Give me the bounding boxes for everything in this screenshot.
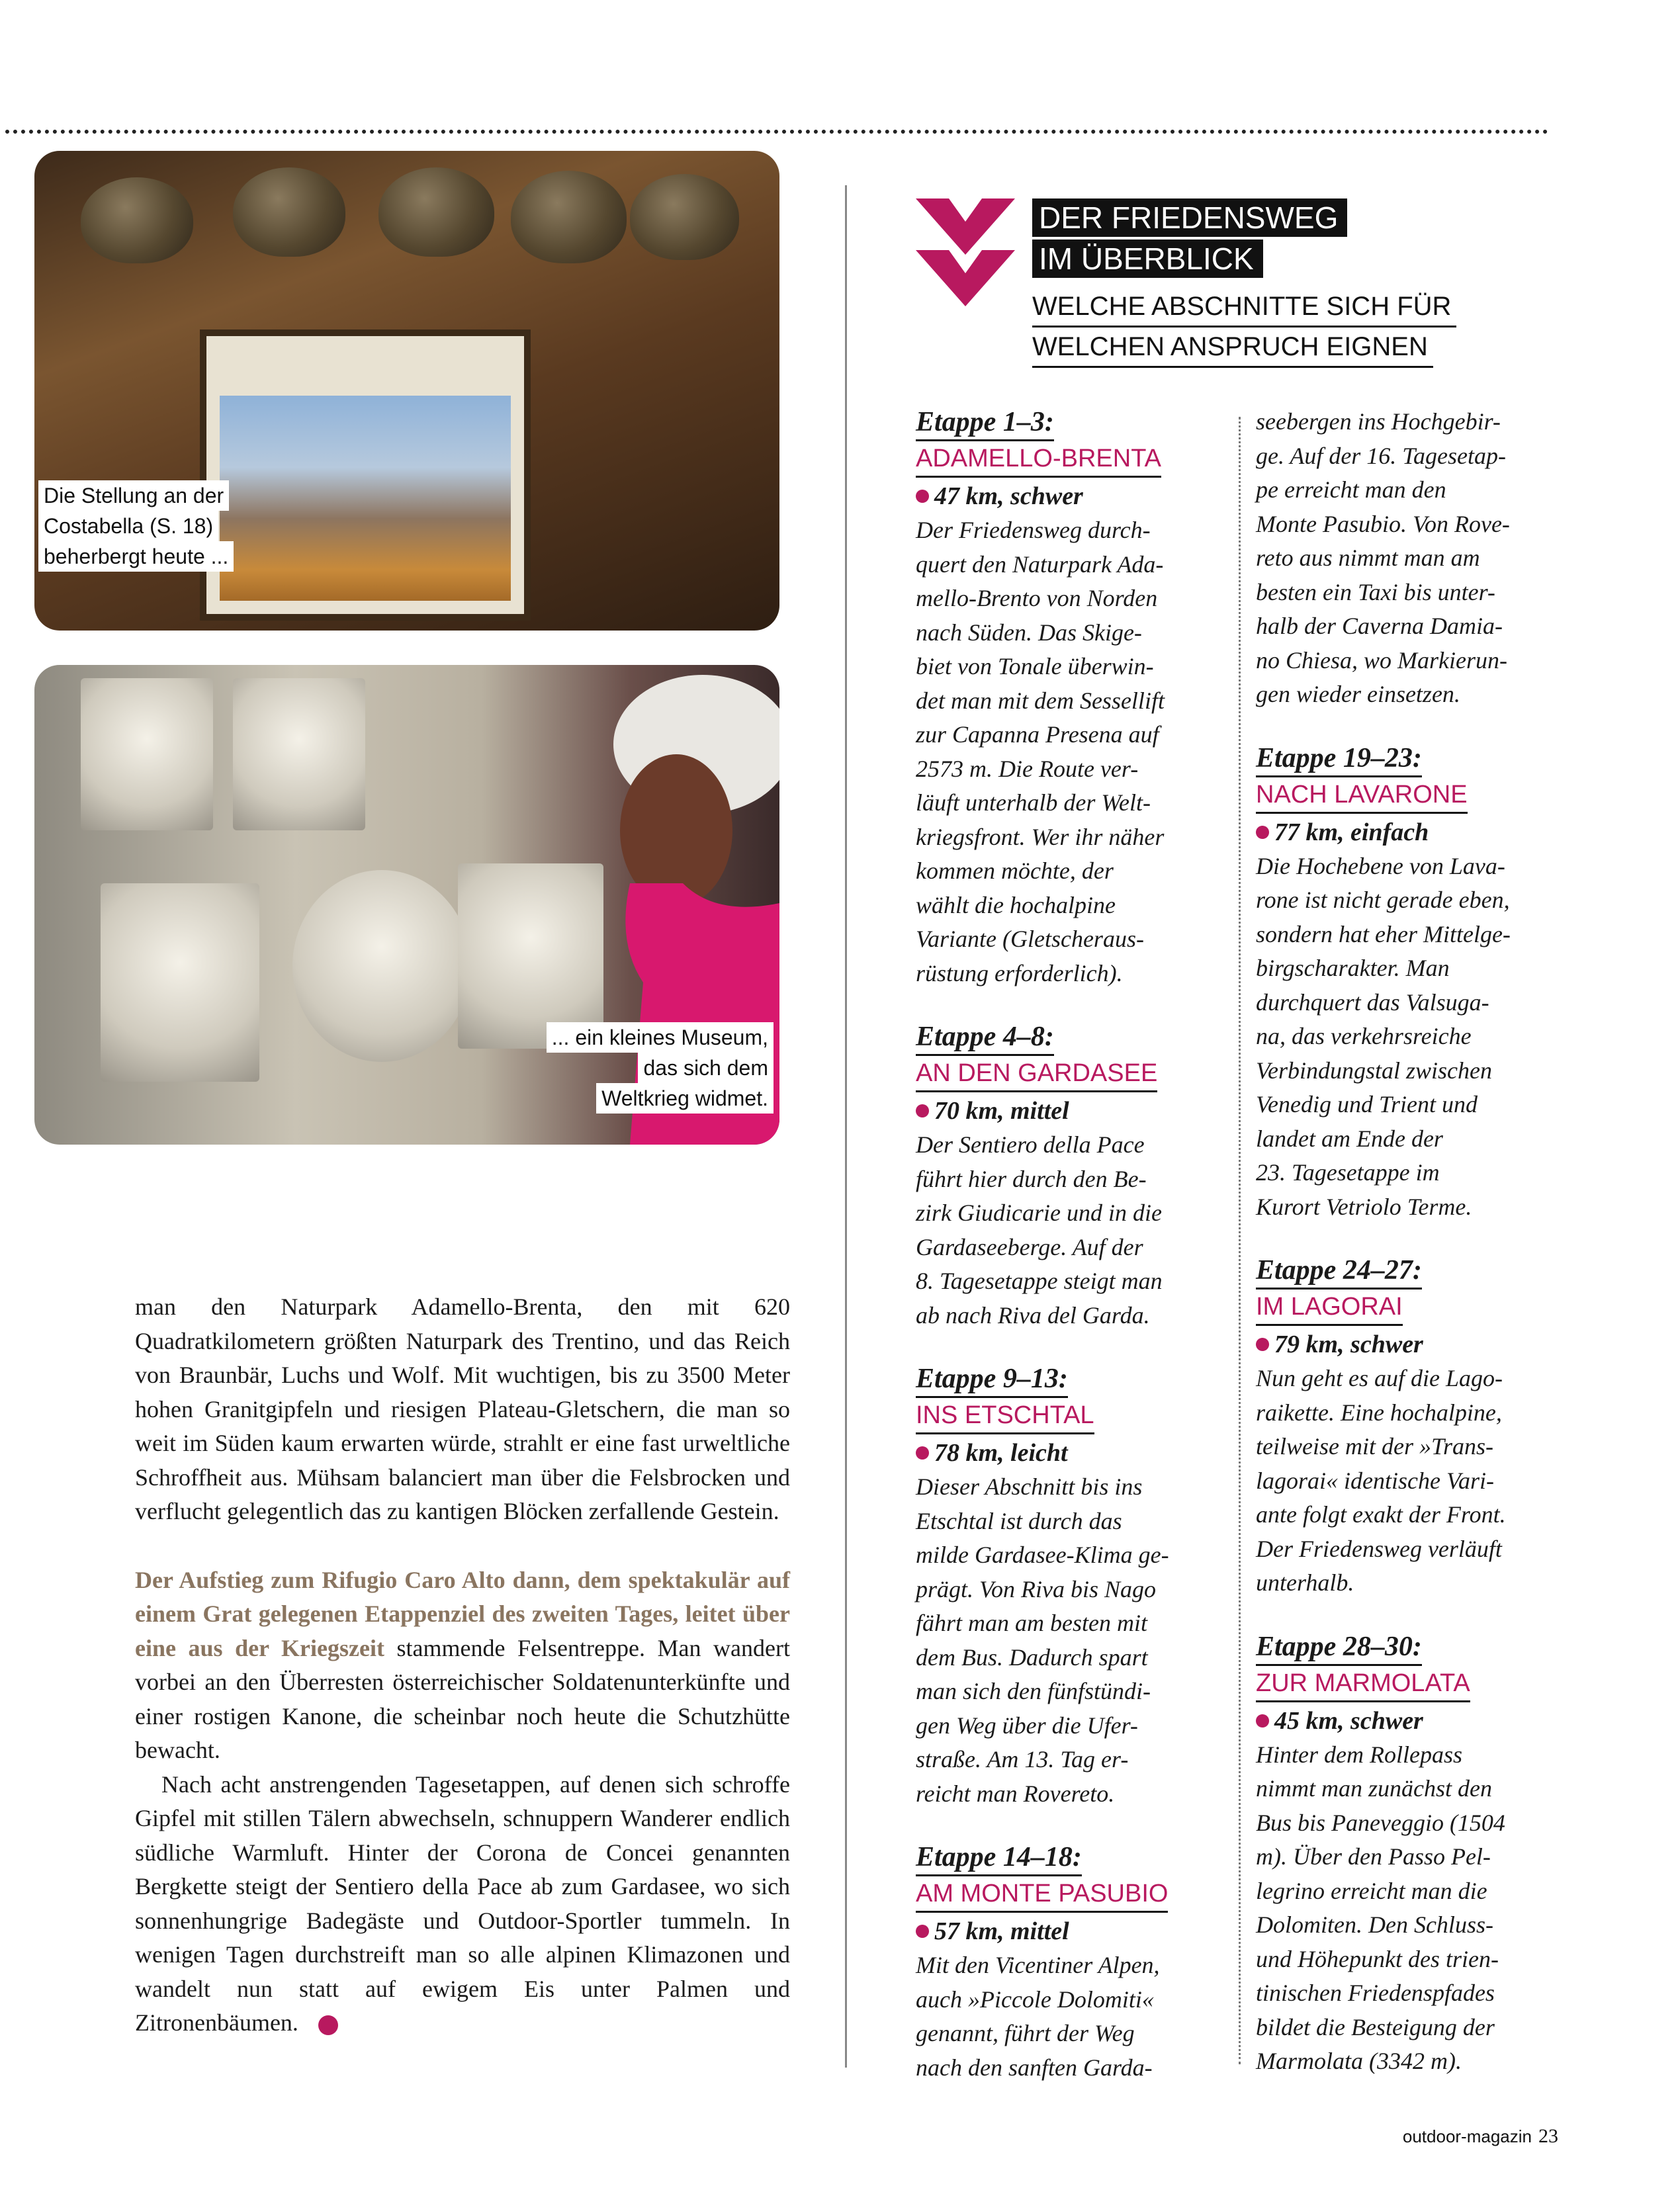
helmet-shape bbox=[233, 167, 345, 257]
paragraph-text: Nach acht anstrengenden Tagesetappen, auf denen sich schroffe Gipfel mit stillen Tälern abwechseln, schnuppern Wanderer endlich südliche Warmluft. Hinter der Corona de Concei genannten Bergkette steigt der Sentiero della Pace ab zum Gardasee, wo sich sonnenhungrige Badegäste und Outdoor-Sportler tummeln. In wenigen Tagen durchstreift man so alle alpinen Klimazonen und wandelt nun statt auf ewigem Eis unter Palmen und Zitronenbäumen. bbox=[135, 1771, 790, 2036]
top-dotted-rule bbox=[5, 130, 1548, 134]
stage-title: Etappe 19–23: bbox=[1256, 741, 1422, 777]
stage-description-continued: seebergen ins Hochgebir- ge. Auf der 16. Tagesetap- pe erreicht man den Monte Pasubio. Von Rove- reto aus nimmt man am besten ein Taxi bis unter- halb der Caverna Damia- no Chiesa, wo Markierun- gen wieder einsetzen. bbox=[1256, 408, 1510, 707]
photo2-caption bbox=[547, 1022, 774, 1114]
framed-mountain-picture bbox=[200, 329, 531, 621]
bullet-dot-icon bbox=[916, 1104, 929, 1117]
paragraph: man den Naturpark Adamello-Brenta, den mit 620 Quadratkilometern größten Naturpark des Trentino, und das Reich von Braunbär, Luchs und Wolf. Mit wuchtigen, bis zu 3500 Meter hohen Granitgipfeln und riesigen Plateau-Gletschern, die man so weit im Süden kaum erwarten würde, strahlt er eine fast urweltliche Schroffheit aus. Mühsam balanciert man über die Felsbrocken und verflucht gelegentlich das zu kantigen Blöcken zerfallende Gestein. bbox=[135, 1293, 790, 1524]
caption-line: beherbergt heute ... bbox=[38, 541, 234, 572]
bullet-dot-icon bbox=[1256, 826, 1269, 839]
mountain-image bbox=[220, 396, 511, 601]
stage-item bbox=[916, 405, 1227, 990]
stage-distance-difficulty: 70 km, mittel bbox=[934, 1097, 1069, 1125]
stage-region: AN DEN GARDASEE bbox=[916, 1056, 1157, 1092]
stage-region: NACH LAVARONE bbox=[1256, 777, 1468, 814]
lead-in: Der Aufstieg zum Rifugio Caro Alto dann, dem spektakulär auf einem Grat gelegenen Etappenziel des zweiten Tages, leitet über eine aus der Kriegszeit bbox=[135, 1566, 790, 1661]
stage-title: Etappe 24–27: bbox=[1256, 1253, 1422, 1290]
helmet-shape bbox=[378, 167, 494, 257]
caption-line: Weltkrieg widmet. bbox=[596, 1083, 774, 1114]
stage-meta bbox=[1256, 1327, 1567, 1362]
stage-meta bbox=[1256, 1704, 1567, 1738]
paragraph-text: stammende Felsentreppe. Man wandert vorbei an den Überresten österreichischer Soldatenunterkünfte und einer rostigen Kanone, die scheinbar noch heute die Schutzhütte bewacht. bbox=[135, 1634, 790, 1763]
stage-region: ADAMELLO-BRENTA bbox=[916, 441, 1161, 478]
stage-item bbox=[916, 1362, 1227, 1811]
bullet-dot-icon bbox=[916, 490, 929, 503]
caption-line: Die Stellung an der bbox=[38, 480, 229, 511]
overview-subtitle-line: WELCHEN ANSPRUCH EIGNEN bbox=[1032, 328, 1433, 368]
bullet-dot-icon bbox=[916, 1925, 929, 1938]
stages-column-right bbox=[1256, 405, 1567, 2108]
portrait-shape bbox=[81, 678, 213, 830]
stage-region: AM MONTE PASUBIO bbox=[916, 1876, 1168, 1913]
continue-arrow-icon: » bbox=[318, 2015, 338, 2035]
helmet-shape bbox=[511, 171, 627, 263]
stage-description: Nun geht es auf die Lago- raikette. Eine hochalpine, teilweise mit der »Trans- lagorai« identische Vari- ante folgt exakt der Front. Der Friedensweg verläuft unterhalb. bbox=[1256, 1365, 1506, 1596]
stage-description: Dieser Abschnitt bis ins Etschtal ist durch das milde Gardasee-Klima ge- prägt. Von Riva bis Nago fährt man am besten mit dem Bus. Dadurch spart man sich den fünfstündi- gen Weg über die Ufer- straße. Am 13. Tag er- reicht man Rovereto. bbox=[916, 1473, 1169, 1807]
stage-meta bbox=[1256, 815, 1567, 850]
stage-description: Der Friedensweg durch- quert den Naturpark Ada- mello-Brento von Norden nach Süden. Das Skige- biet von Tonale überwin- det man mit dem Sessellift zur Capanna Presena auf 2573 m. Die Route ver- läuft unterhalb der Welt- kriegsfront. Wer ihr näher kommen möchte, der wählt die hochalpine Variante (Gletscheraus- rüstung erforderlich). bbox=[916, 517, 1165, 986]
caption-line: das sich dem bbox=[638, 1053, 774, 1083]
portrait-shape bbox=[292, 870, 471, 1062]
stage-meta bbox=[916, 1094, 1227, 1128]
page-footer bbox=[1403, 2125, 1558, 2148]
stage-distance-difficulty: 77 km, einfach bbox=[1274, 818, 1429, 846]
helmet-shape bbox=[630, 174, 739, 260]
overview-subtitle-line: WELCHE ABSCHNITTE SICH FÜR bbox=[1032, 287, 1456, 328]
paragraph bbox=[135, 1768, 790, 2040]
helmet-shape bbox=[81, 177, 193, 263]
caption-line: Costabella (S. 18) bbox=[38, 511, 218, 541]
stage-item bbox=[1256, 1253, 1567, 1600]
stage-description: Der Sentiero della Pace führt hier durch den Be- zirk Giudicarie und in die Gardaseeberge. Auf der 8. Tagesetappe steigt man ab nach Riva del Garda. bbox=[916, 1131, 1163, 1329]
stage-meta bbox=[916, 479, 1227, 513]
stage-description: Mit den Vicentiner Alpen, auch »Piccole Dolomiti« genannt, führt der Weg nach den sanften Garda- bbox=[916, 1952, 1160, 2081]
overview-subtitle bbox=[1032, 287, 1456, 368]
stage-item bbox=[1256, 1630, 1567, 2079]
stage-title: Etappe 4–8: bbox=[916, 1020, 1054, 1056]
stage-distance-difficulty: 45 km, schwer bbox=[1274, 1706, 1423, 1735]
stage-meta bbox=[916, 1914, 1227, 1948]
stage-title: Etappe 1–3: bbox=[916, 405, 1054, 441]
bullet-dot-icon bbox=[1256, 1714, 1269, 1728]
bullet-dot-icon bbox=[1256, 1338, 1269, 1351]
photo1-caption bbox=[38, 480, 234, 572]
stages-column-left bbox=[916, 405, 1227, 2114]
stage-item bbox=[916, 1020, 1227, 1333]
stage-distance-difficulty: 47 km, schwer bbox=[934, 482, 1083, 510]
stage-title: Etappe 14–18: bbox=[916, 1840, 1082, 1876]
article-body bbox=[135, 1290, 790, 2040]
caption-line: ... ein kleines Museum, bbox=[547, 1022, 774, 1053]
portrait-shape bbox=[101, 883, 259, 1082]
stage-description: Hinter dem Rollepass nimmt man zunächst den Bus bis Paneveggio (1504 m). Über den Passo Pel- legrino erreicht man die Dolomiten. Den Schluss- und Höhepunkt des trien- tinischen Friedenspfades bildet die Besteigung der Marmolata (3342 m). bbox=[1256, 1741, 1505, 2074]
stage-distance-difficulty: 57 km, mittel bbox=[934, 1917, 1069, 1945]
stage-title: Etappe 28–30: bbox=[1256, 1630, 1422, 1666]
stage-description: Die Hochebene von Lava- rone ist nicht gerade eben, sondern hat eher Mittelge- birgscharakter. Man durchquert das Valsuga- na, das verkehrsreiche Verbindungstal zwischen Venedig und Trient und landet am Ende der 23. Tagesetappe im Kurort Vetriolo Terme. bbox=[1256, 852, 1511, 1220]
overview-title-line: DER FRIEDENSWEG bbox=[1032, 198, 1347, 237]
stage-distance-difficulty: 79 km, schwer bbox=[1274, 1331, 1423, 1358]
stage-region: INS ETSCHTAL bbox=[916, 1398, 1094, 1434]
stage-region: IM LAGORAI bbox=[1256, 1290, 1403, 1326]
stage-region: ZUR MARMOLATA bbox=[1256, 1666, 1470, 1702]
stage-item bbox=[1256, 741, 1567, 1225]
stage-title: Etappe 9–13: bbox=[916, 1362, 1068, 1398]
column-divider-dotted bbox=[1239, 417, 1241, 2064]
stage-meta bbox=[916, 1436, 1227, 1470]
stage-distance-difficulty: 78 km, leicht bbox=[934, 1439, 1068, 1467]
magazine-name: outdoor-magazin bbox=[1402, 2126, 1532, 2146]
double-chevron-down-icon bbox=[916, 198, 1015, 311]
stage-item bbox=[916, 1840, 1227, 2085]
paragraph bbox=[135, 1563, 790, 1768]
bullet-dot-icon bbox=[916, 1446, 929, 1460]
portrait-shape bbox=[233, 678, 365, 830]
overview-title bbox=[1032, 198, 1347, 281]
column-divider bbox=[845, 185, 847, 2068]
page-number: 23 bbox=[1538, 2125, 1558, 2147]
overview-title-line: IM ÜBERBLICK bbox=[1032, 240, 1263, 278]
